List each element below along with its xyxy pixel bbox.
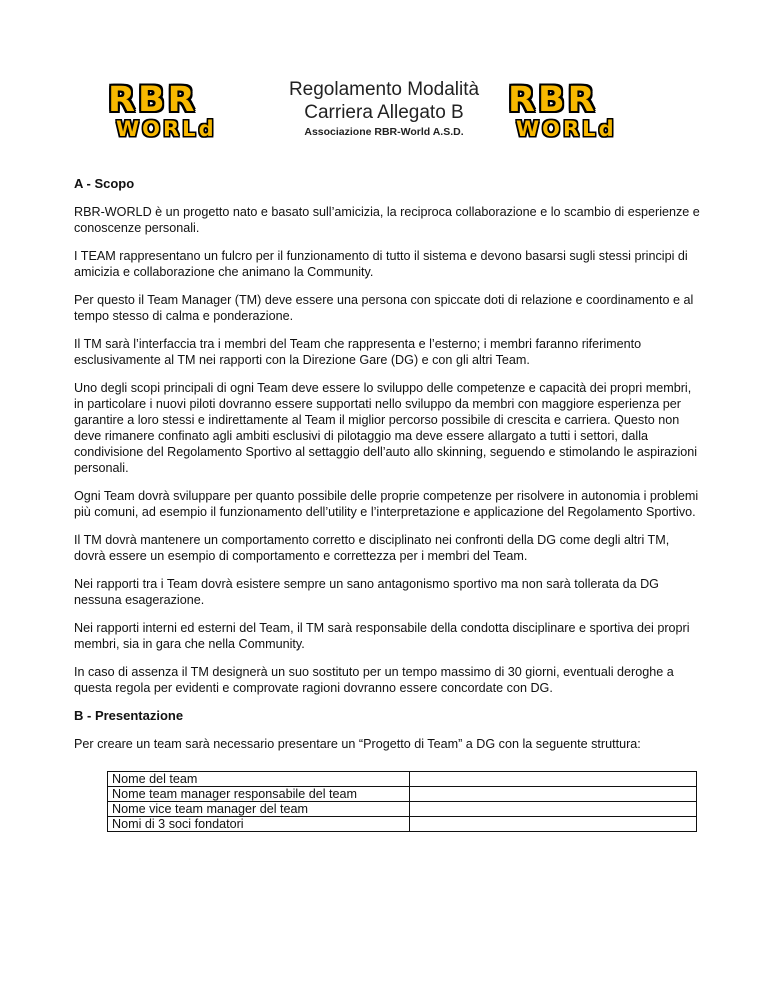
table-row xyxy=(108,787,697,802)
title-line-1: Regolamento Modalità xyxy=(288,79,480,100)
section-presentazione xyxy=(74,708,704,752)
paragraph: I TEAM rappresentano un fulcro per il funzionamento di tutto il sistema e devono basarsi sugli stessi principi di amicizia e collaborazione che animano la Community. xyxy=(74,249,688,279)
section-heading: B - Presentazione xyxy=(74,708,184,723)
table-cell-value xyxy=(410,817,697,832)
paragraph: In caso di assenza il TM designerà un suo sostituto per un tempo massimo di 30 giorni, eventuali deroghe a questa regola per evidenti e comprovate ragioni dovranno essere concordate con DG. xyxy=(74,665,674,695)
table-cell-value xyxy=(410,802,697,817)
association-subtitle: Associazione RBR-World A.S.D. xyxy=(304,126,464,138)
title-line-2: Carriera Allegato B xyxy=(304,102,464,123)
logo-text-rbr: RBR xyxy=(108,80,198,120)
paragraph: Per questo il Team Manager (TM) deve essere una persona con spiccate doti di relazione e coordinamento e al tempo stesso di calma e ponderazione. xyxy=(74,293,694,323)
table-row xyxy=(108,817,697,832)
rbr-world-logo xyxy=(108,82,258,144)
paragraph: Uno degli scopi principali di ogni Team deve essere lo sviluppo delle competenze e capacità dei propri membri, in particolare i nuovi piloti dovranno essere supportati nello sviluppo da membri con maggiore esperienza per garantire a loro stessi e indirettamente al Team il miglior percorso possibile di crescita e carriera. Questo non deve rimanere confinato agli ambiti esclusivi di pilotaggio ma deve essere allargato a tutti i settori, dalla condivisione del Regolamento Sportivo al settaggio dell’auto allo skinning, seguendo e stimolando le aspirazioni personali. xyxy=(74,381,698,475)
logo-text-world: WORLd xyxy=(116,117,217,141)
table-cell-label: Nomi di 3 soci fondatori xyxy=(108,817,410,832)
paragraph: Per creare un team sarà necessario presentare un “Progetto di Team” a DG con la seguente struttura: xyxy=(74,737,641,751)
document-header xyxy=(0,78,768,148)
paragraph: Nei rapporti interni ed esterni del Team, il TM sarà responsabile della condotta disciplinare e sportiva dei propri membri, sia in gara che nella Community. xyxy=(74,621,690,651)
paragraph: RBR-WORLD è un progetto nato e basato sull’amicizia, la reciproca collaborazione e lo scambio di esperienze e conoscenze personali. xyxy=(74,205,700,235)
logo-text-world: WORLd xyxy=(516,117,617,141)
paragraph: Il TM sarà l’interfaccia tra i membri del Team che rappresenta e l’esterno; i membri faranno riferimento esclusivamente al TM nei rapporti con la Direzione Gare (DG) e con gli altri Team. xyxy=(74,337,642,367)
table-row xyxy=(108,802,697,817)
logo-text-rbr: RBR xyxy=(508,80,598,120)
table-row xyxy=(108,772,697,787)
team-project-table xyxy=(107,771,697,832)
table-cell-label: Nome team manager responsabile del team xyxy=(108,787,410,802)
section-scopo xyxy=(74,176,704,696)
document-title xyxy=(250,78,518,138)
paragraph: Ogni Team dovrà sviluppare per quanto possibile delle proprie competenze per risolvere in autonomia i problemi più comuni, ad esempio il funzionamento dell’utility e l’interpretazione e applicazione del Regolamento Sportivo. xyxy=(74,489,699,519)
paragraph: Il TM dovrà mantenere un comportamento corretto e disciplinato nei confronti della DG come degli altri TM, dovrà essere un esempio di comportamento e correttezza per i membri del Team. xyxy=(74,533,670,563)
table-cell-label: Nome del team xyxy=(108,772,410,787)
table-cell-value xyxy=(410,787,697,802)
rbr-world-logo-right xyxy=(508,82,658,144)
table-cell-value xyxy=(410,772,697,787)
document-body xyxy=(74,176,704,832)
table-cell-label: Nome vice team manager del team xyxy=(108,802,410,817)
section-heading: A - Scopo xyxy=(74,176,135,191)
paragraph: Nei rapporti tra i Team dovrà esistere sempre un sano antagonismo sportivo ma non sarà tollerata da DG nessuna esagerazione. xyxy=(74,577,659,607)
